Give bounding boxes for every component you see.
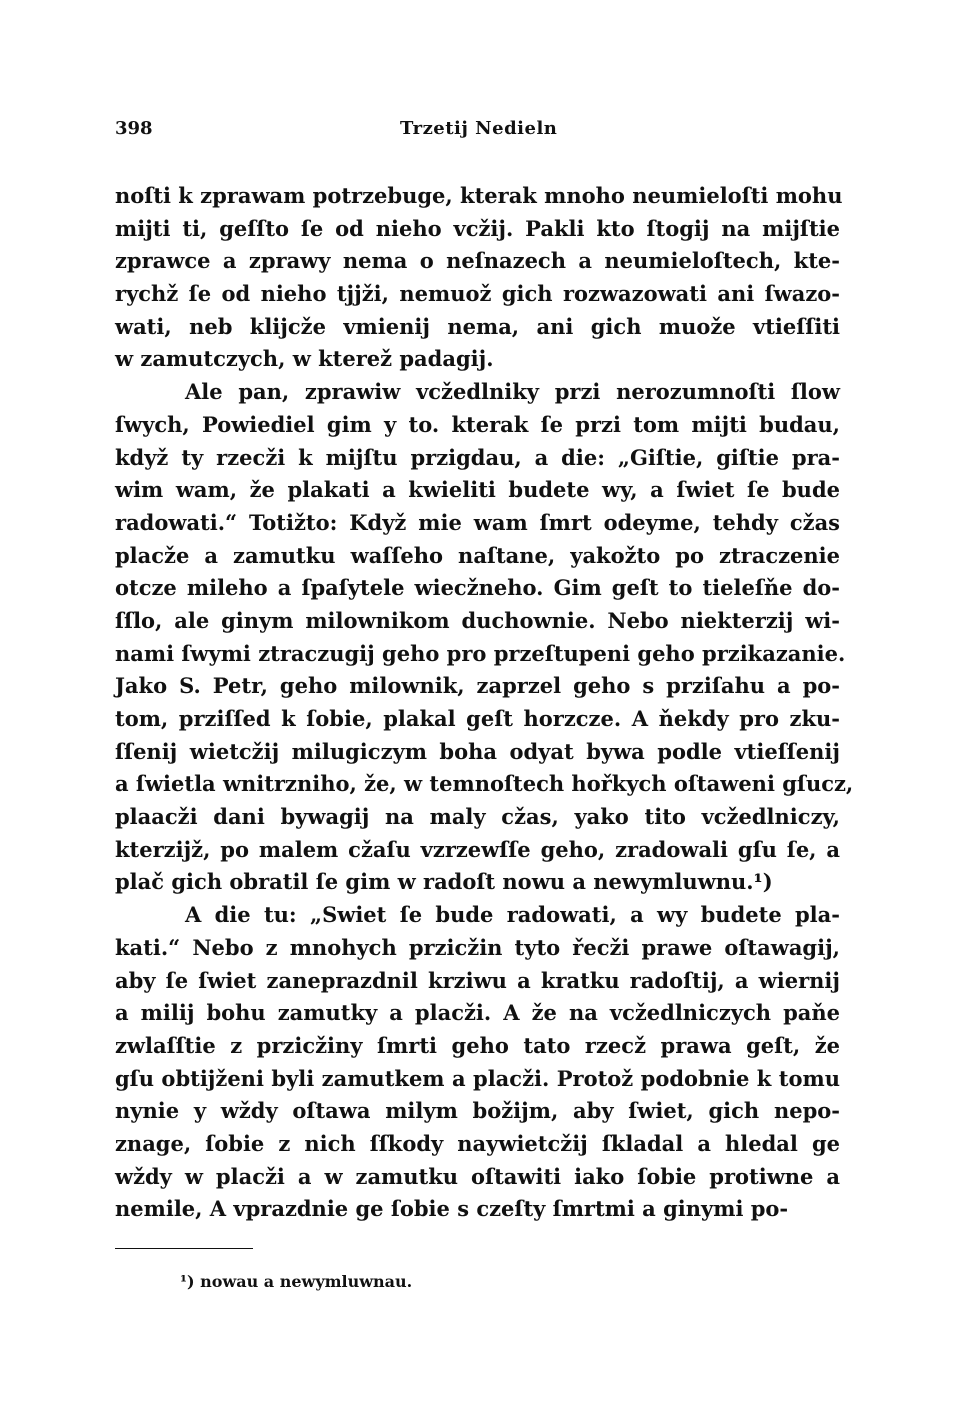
paragraph (115, 899, 840, 1226)
text-line: když ty rzecži k mijſtu przigdau, a die: „Giſtie, giſtie pra- (115, 444, 840, 470)
text-line: plač gich obratil ſe gim w radoſt nowu a newymluwnu.¹) (115, 869, 773, 895)
text-line: ſſlo, ale ginym milownikom duchownie. Nebo niekterzij wi- (115, 607, 840, 633)
text-line: znage, ſobie z nich ſſkody naywietcžij ſkladal a hledal ge (115, 1130, 840, 1156)
text-line: nynie y wždy oſtawa milym božijm, aby ſwiet, gich nepo- (115, 1098, 840, 1124)
text-line: A die tu: „Swiet ſe bude radowati, a wy budete pla- (185, 902, 840, 928)
page-header (115, 118, 840, 148)
page-number: 398 (115, 118, 153, 139)
text-line: kati.“ Nebo z mnohych przicžin tyto řecži prawe oſtawagij, (115, 934, 840, 960)
footnote-rule (115, 1248, 253, 1249)
text-line: wim wam, že plakati a kwieliti budete wy, a ſwiet ſe bude (115, 477, 840, 503)
text-line: kterzijž, po malem cžaſu vzrzewſſe geho, zradowali gſu ſe, a (115, 836, 840, 862)
text-line: mijti ti, geſſto ſe od nieho vcžij. Pakli kto ſtogij na mijſtie (115, 215, 840, 241)
text-line: ſwych, Powiediel gim y to. kterak ſe przi tom mijti budau, (115, 411, 840, 437)
text-line: nemile, A vprazdnie ge ſobie s czeſty ſmrtmi a ginymi po- (115, 1196, 789, 1222)
text-line: Jako S. Petr, geho milownik, zaprzel geho s prziſahu a po- (115, 673, 840, 699)
text-line: placže a zamutku waſſeho naſtane, yakožto po ztraczenie (115, 542, 840, 568)
text-line: tom, prziſſed k ſobie, plakal geſt horzcze. A ňekdy pro zku- (115, 706, 840, 731)
text-line: gſu obtijženi byli zamutkem a placži. Protož podobnie k tomu (115, 1065, 840, 1091)
text-line: wždy w placži a w zamutku oſtawiti iako ſobie protiwne a (115, 1163, 840, 1189)
text-line: zprawce a zprawy nema o neſnazech a neumieloſtech, kte- (115, 248, 840, 274)
text-line: plaacži dani bywagij na maly cžas, yako tito vcžedlniczy, (115, 804, 840, 830)
text-line: aby ſe ſwiet zaneprazdnil krziwu a kratku radoſtij, a wiernij (115, 967, 840, 993)
running-title: Trzetij Nedieln (400, 118, 558, 139)
paragraph (115, 180, 843, 376)
footnote: ¹) nowau a newymluwnau. (180, 1272, 413, 1291)
paragraph (115, 376, 854, 899)
text-line: wati, neb klijcže vmienij nema, ani gich muože vtieſſiti (115, 313, 840, 339)
text-line: nami ſwymi ztraczugij geho pro przeſtupeni geho przikazanie. (115, 640, 846, 666)
text-line: rychž ſe od nieho tjjži, nemuož gich rozwazowati ani ſwazo- (115, 281, 840, 307)
text-line: noſti k zprawam potrzebuge, kterak mnoho neumieloſti mohu (115, 183, 843, 208)
text-line: zwlaſſtie z przicžiny ſmrti geho tato rzecž prawa geſt, že (115, 1032, 840, 1058)
text-line: ſſenij wietcžij milugiczym boha odyat bywa podle vtieſſenij (115, 738, 840, 764)
text-line: a ſwietla wnitrzniho, že, w temnoſtech hořkych oſtaweni gſucz, (115, 771, 854, 797)
text-line: a milij bohu zamutky a placži. A že na vcžedlniczych paňe (115, 1000, 840, 1026)
text-line: w zamutczych, w kterež padagij. (115, 346, 494, 372)
text-line: otcze mileho a ſpaſytele wiecžneho. Gim geſt to tieleſňe do- (115, 575, 840, 601)
body-text (115, 180, 854, 1226)
text-line: radowati.“ Totižto: Když mie wam ſmrt odeyme, tehdy cžas (115, 509, 840, 535)
text-line: Ale pan, zprawiw vcžedlniky przi nerozumnoſti ſlow (185, 379, 840, 405)
